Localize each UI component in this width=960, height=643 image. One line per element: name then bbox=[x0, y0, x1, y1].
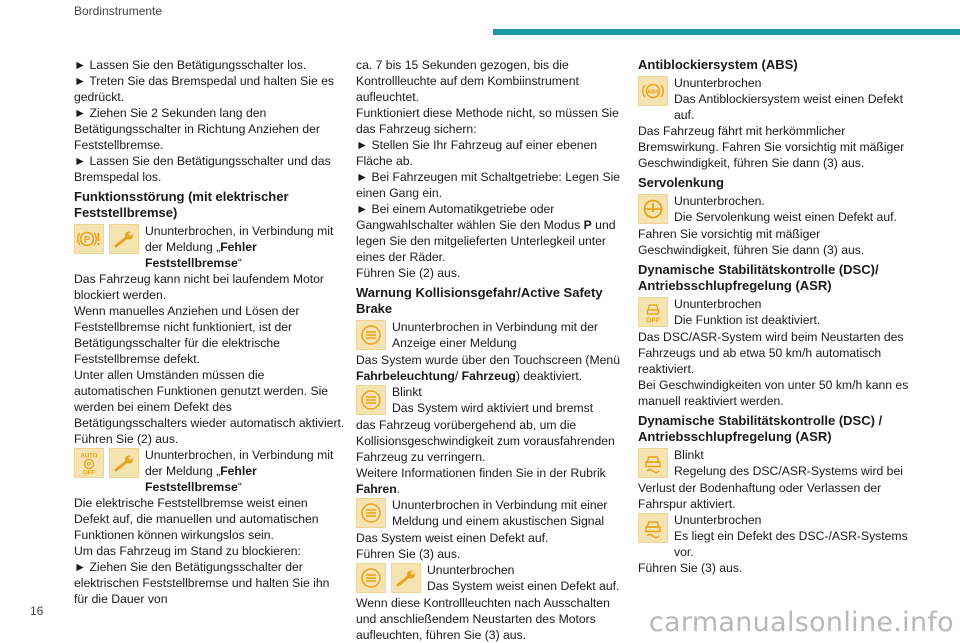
body-text bbox=[356, 465, 628, 497]
indicator-description: Ununterbrochen in Verbindung mit der Anzeige einer Meldung bbox=[392, 320, 598, 350]
collision-warning-icon bbox=[356, 385, 386, 415]
auto-label: AUTO bbox=[80, 453, 98, 460]
step-text: ► Stellen Sie Ihr Fahrzeug auf einer ebenen Fläche ab. bbox=[356, 138, 598, 168]
wrench-icon bbox=[109, 448, 139, 478]
text-span: und legen Sie den mitgelieferten Unterlegkeil unter eines der Räder. bbox=[356, 218, 616, 264]
body-text: Führen Sie (2) aus. bbox=[356, 266, 461, 280]
body-text: Das Fahrzeug fährt mit herkömmlicher Bremswirkung. Fahren Sie vorsichtig mit mäßiger Geschwindigkeit, führen Sie dann (3) aus. bbox=[638, 124, 905, 170]
text-span: “ bbox=[237, 480, 242, 494]
page-number: 16 bbox=[30, 604, 44, 618]
step-text bbox=[356, 201, 628, 265]
body-text bbox=[356, 352, 628, 384]
parking-brake-warning-icon bbox=[74, 224, 104, 254]
auto-off-parking-icon bbox=[74, 448, 104, 478]
indicator-description: Blinkt Das System wird aktiviert und bremst bbox=[392, 385, 594, 415]
steering-wheel-warning-icon bbox=[638, 194, 668, 224]
collision-warning-icon bbox=[356, 498, 386, 528]
body-text: Das System weist einen Defekt auf. bbox=[356, 531, 549, 545]
dsc-skid-icon bbox=[638, 448, 668, 478]
indicator-description: Ununterbrochen. Die Servolenkung weist einen Defekt auf. bbox=[674, 194, 897, 224]
indicator-item bbox=[638, 447, 910, 480]
body-text: Führen Sie (2) aus. bbox=[74, 432, 179, 446]
section-heading: Dynamische Stabilitätskontrolle (DSC)/ Antriebsschlupfregelung (ASR) bbox=[638, 262, 879, 293]
body-text: Wenn diese Kontrollleuchten nach Ausschalten und anschließendem Neustarten des Motors aufleuchten, führen Sie (3) aus. bbox=[356, 596, 610, 642]
indicator-description: Blinkt Regelung des DSC/ASR-Systems wird bei bbox=[674, 448, 903, 478]
abs-icon bbox=[638, 76, 668, 106]
body-text: Führen Sie (3) aus. bbox=[638, 561, 743, 575]
body-text: Unter allen Umständen müssen die automatischen Funktionen genutzt werden. Sie werden bei einem Defekt des Betätigungsschalters wieder automatisch aktiviert. bbox=[74, 368, 345, 430]
column-2 bbox=[356, 57, 628, 643]
step-text: ► Bei Fahrzeugen mit Schaltgetriebe: Legen Sie einen Gang ein. bbox=[356, 170, 621, 200]
text-span: Das System wurde über den Touchscreen (Menü bbox=[356, 353, 620, 367]
step-text: ► Lassen Sie den Betätigungsschalter und das Bremspedal los. bbox=[74, 154, 331, 184]
indicator-description: Ununterbrochen Das System weist einen Defekt auf. bbox=[427, 563, 620, 593]
body-text: Bei Geschwindigkeiten von unter 50 km/h kann es manuell reaktiviert werden. bbox=[638, 378, 909, 408]
text-span: . bbox=[396, 482, 401, 496]
indicator-item bbox=[638, 75, 910, 123]
text-span: Weitere Informationen finden Sie in der Rubrik bbox=[356, 466, 606, 480]
menu-name: Fahrbeleuchtung bbox=[356, 369, 455, 383]
body-text: Das DSC/ASR-System wird beim Neustarten des Fahrzeugs und ab etwa 50 km/h automatisch reaktiviert. bbox=[638, 330, 904, 376]
off-label: OFF bbox=[646, 317, 660, 324]
svg-text:P: P bbox=[86, 462, 92, 469]
section-heading: Antiblockiersystem (ABS) bbox=[638, 57, 798, 72]
section-heading: Funktionsstörung (mit elektrischer Feststellbremse) bbox=[74, 189, 289, 220]
watermark: carmanualsonline.info bbox=[648, 607, 954, 638]
off-label: OFF bbox=[83, 470, 95, 475]
column-3 bbox=[638, 57, 910, 576]
indicator-item bbox=[638, 193, 910, 226]
abs-label: ABS bbox=[647, 89, 659, 96]
section-heading: Servolenkung bbox=[638, 175, 724, 190]
message-name: Fehler Feststellbremse bbox=[145, 240, 257, 270]
text-span: Ununterbrochen, in Verbindung mit der Meldung „ bbox=[145, 224, 334, 254]
body-text: Wenn manuelles Anziehen und Lösen der Feststellbremse nicht funktioniert, ist der Betätigungsschalter für die elektrische Feststellbremse defekt. bbox=[74, 304, 300, 366]
text-span: ► Bei einem Automatikgetriebe oder Gangwahlschalter wählen Sie den Modus bbox=[356, 202, 584, 232]
body-text: das Fahrzeug vorübergehend ab, um die Kollisionsgeschwindigkeit zum vorausfahrenden Fahrzeug zu verringern. bbox=[356, 418, 615, 464]
step-text: ► Treten Sie das Bremspedal und halten Sie es gedrückt. bbox=[74, 74, 335, 104]
section-reference: Fahren bbox=[356, 482, 397, 496]
indicator-item bbox=[356, 319, 628, 352]
indicator-item bbox=[74, 447, 346, 495]
wrench-icon bbox=[109, 224, 139, 254]
body-text: Führen Sie (3) aus. bbox=[356, 547, 461, 561]
text-span: / bbox=[454, 369, 462, 383]
text-span: “ bbox=[237, 256, 242, 270]
body-text: ca. 7 bis 15 Sekunden gezogen, bis die Kontrollleuchte auf dem Kombiinstrument aufleuchtet. bbox=[356, 58, 579, 104]
section-heading: Dynamische Stabilitätskontrolle (DSC) / Antriebsschlupfregelung (ASR) bbox=[638, 413, 883, 444]
step-text: ► Ziehen Sie den Betätigungsschalter der elektrischen Feststellbremse und halten Sie ihn für die Dauer von bbox=[74, 560, 330, 606]
step-text: ► Lassen Sie den Betätigungsschalter los. bbox=[74, 58, 307, 72]
indicator-item bbox=[356, 497, 628, 530]
dsc-skid-icon bbox=[638, 513, 668, 543]
collision-warning-icon bbox=[356, 563, 386, 593]
indicator-description: Ununterbrochen Es liegt ein Defekt des DSC-/ASR-Systems vor. bbox=[674, 513, 908, 559]
text-span: Ununterbrochen, in Verbindung mit der Meldung „ bbox=[145, 448, 334, 478]
indicator-item bbox=[638, 512, 910, 560]
body-text: Die elektrische Feststellbremse weist einen Defekt auf, die manuellen und automatischen Funktionen können wirkungslos sein. bbox=[74, 496, 319, 542]
body-text: Das Fahrzeug kann nicht bei laufendem Motor blockiert werden. bbox=[74, 272, 324, 302]
header-accent-bar bbox=[493, 29, 960, 35]
step-text: ► Ziehen Sie 2 Sekunden lang den Betätigungsschalter in Richtung Anziehen der Feststellbremse. bbox=[74, 106, 320, 152]
svg-text:P: P bbox=[83, 234, 91, 245]
dsc-off-icon bbox=[638, 297, 668, 327]
body-text: Funktioniert diese Methode nicht, so müssen Sie das Fahrzeug sichern: bbox=[356, 106, 619, 136]
body-text: Fahren Sie vorsichtig mit mäßiger Geschwindigkeit, führen Sie dann (3) aus. bbox=[638, 227, 865, 257]
mode-name: P bbox=[583, 218, 592, 232]
collision-warning-icon bbox=[356, 320, 386, 350]
indicator-description: Ununterbrochen in Verbindung mit einer Meldung und einem akustischen Signal bbox=[392, 498, 608, 528]
column-1 bbox=[74, 57, 346, 607]
wrench-icon bbox=[391, 563, 421, 593]
header-title: Bordinstrumente bbox=[74, 4, 163, 18]
menu-name: Fahrzeug bbox=[461, 369, 516, 383]
body-text: Um das Fahrzeug im Stand zu blockieren: bbox=[74, 544, 301, 558]
indicator-description: Ununterbrochen Das Antiblockiersystem weist einen Defekt auf. bbox=[674, 76, 903, 122]
indicator-item bbox=[356, 384, 628, 417]
body-text: Verlust der Bodenhaftung oder Verlassen der Fahrspur aktiviert. bbox=[638, 481, 882, 511]
indicator-item bbox=[638, 296, 910, 329]
indicator-item bbox=[356, 562, 628, 595]
section-heading: Warnung Kollisionsgefahr/Active Safety Brake bbox=[356, 285, 603, 316]
text-span: ) deaktiviert. bbox=[515, 369, 583, 383]
indicator-item bbox=[74, 223, 346, 271]
indicator-description: Ununterbrochen Die Funktion ist deaktiviert. bbox=[674, 297, 821, 327]
message-name: Fehler Feststellbremse bbox=[145, 464, 257, 494]
